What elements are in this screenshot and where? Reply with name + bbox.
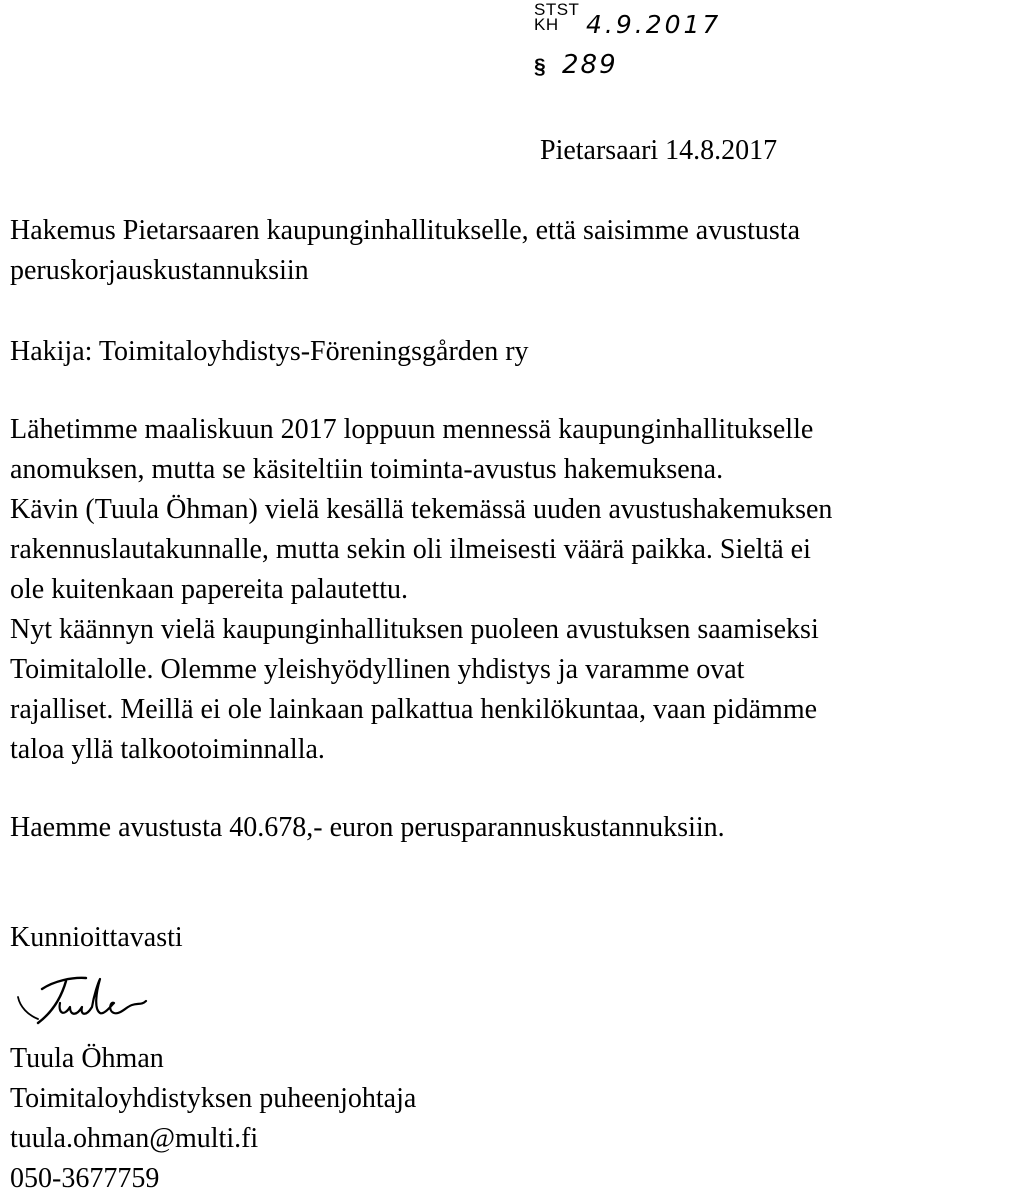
applicant: Hakija: Toimitaloyhdistys-Föreningsgården ry [10,336,529,367]
stamp-date: 4.9.2017 [586,10,722,39]
subject [10,211,800,291]
body-line: Toimitalolle. Olemme yleishyödyllinen yhdistys ja varamme ovat [10,654,745,685]
registry-stamp [534,0,734,95]
body-line: Nyt käännyn vielä kaupunginhallituksen puoleen avustuksen saamiseksi [10,614,819,645]
subject-line: peruskorjauskustannuksiin [10,255,309,286]
place-date: Pietarsaari 14.8.2017 [540,135,778,166]
body-line: taloa yllä talkootoiminnalla. [10,734,325,765]
signer-title: Toimitaloyhdistyksen puheenjohtaja [10,1083,417,1114]
body-line: anomuksen, mutta se käsiteltiin toiminta-avustus hakemuksena. [10,454,724,485]
body-line: ole kuitenkaan papereita palautettu. [10,574,409,605]
body-line: rajalliset. Meillä ei ole lainkaan palkattua henkilökuntaa, vaan pidämme [10,694,818,725]
stamp-code-kh: KH [534,15,559,34]
signer-name: Tuula Öhman [10,1043,164,1074]
amount-request: Haemme avustusta 40.678,- euron perusparannuskustannuksiin. [10,812,725,843]
body-line: Kävin (Tuula Öhman) vielä kesällä tekemässä uuden avustushakemuksen [10,494,833,525]
handwritten-signature [14,967,164,1037]
body-line: Lähetimme maaliskuun 2017 loppuun mennessä kaupunginhallitukselle [10,414,814,445]
body-line: rakennuslautakunnalle, mutta sekin oli ilmeisesti väärä paikka. Sieltä ei [10,534,811,565]
signer-phone: 050-3677759 [10,1163,160,1194]
stamp-code-ststs: STST [534,0,580,19]
closing: Kunnioittavasti [10,922,183,953]
signer-block [10,1039,416,1199]
stamp-codes [534,2,579,32]
section-number: 289 [562,50,618,80]
section-symbol: § [534,55,546,78]
subject-line: Hakemus Pietarsaaren kaupunginhallitukselle, että saisimme avustusta [10,215,801,246]
signer-email: tuula.ohman@multi.fi [10,1123,259,1154]
letter-body [10,410,832,770]
